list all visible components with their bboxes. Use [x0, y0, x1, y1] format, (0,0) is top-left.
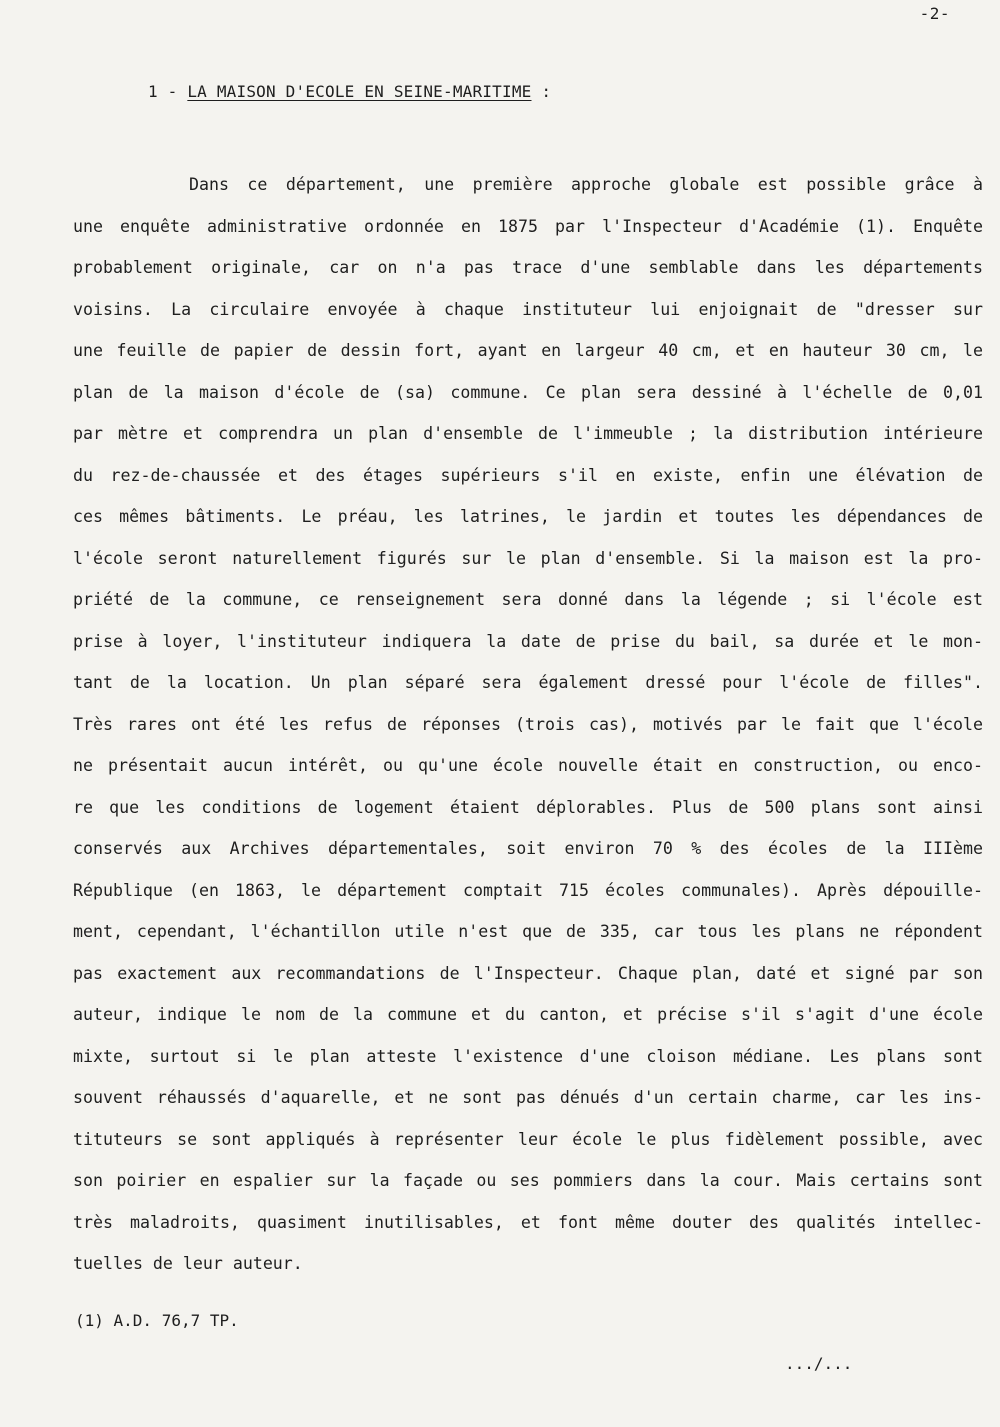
text-line: conservés aux Archives départementales, soit environ 70 % des écoles de la IIIème: [73, 839, 983, 858]
text-line: son poirier en espalier sur la façade ou ses pommiers dans la cour. Mais certains sont: [73, 1171, 983, 1190]
text-line: priété de la commune, ce renseignement sera donné dans la légende ; si l'école est: [73, 590, 983, 609]
section-number: 1 -: [148, 82, 188, 101]
text-line: ne présentait aucun intérêt, ou qu'une école nouvelle était en construction, ou enco-: [73, 756, 983, 775]
footnote: (1) A.D. 76,7 TP.: [75, 1311, 239, 1330]
text-line: probablement originale, car on n'a pas trace d'une semblable dans les départements: [73, 258, 983, 277]
text-line: très maladroits, quasiment inutilisables, et font même douter des qualités intellec-: [73, 1212, 983, 1232]
text-line: l'école seront naturellement figurés sur le plan d'ensemble. Si la maison est la pro-: [73, 548, 983, 568]
section-heading: [148, 82, 551, 101]
text-line: une feuille de papier de dessin fort, ayant en largeur 40 cm, et en hauteur 30 cm, le: [73, 341, 983, 360]
continuation-mark: .../...: [785, 1354, 853, 1373]
text-line: auteur, indique le nom de la commune et du canton, et précise s'il s'agit d'une école: [73, 1005, 983, 1024]
text-line: mixte, surtout si le plan atteste l'existence d'une cloison médiane. Les plans sont: [73, 1046, 983, 1066]
text-line: tant de la location. Un plan séparé sera également dressé pour l'école de filles".: [73, 673, 983, 692]
text-line: du rez-de-chaussée et des étages supérieurs s'il en existe, enfin une élévation de: [73, 465, 983, 485]
text-line: souvent réhaussés d'aquarelle, et ne sont pas dénués d'un certain charme, car les ins-: [73, 1088, 983, 1107]
text-line: re que les conditions de logement étaient déplorables. Plus de 500 plans sont ainsi: [73, 797, 983, 817]
section-title-suffix: :: [531, 82, 552, 101]
text-line: une enquête administrative ordonnée en 1875 par l'Inspecteur d'Académie (1). Enquête: [73, 216, 983, 236]
text-line: République (en 1863, le département comptait 715 écoles communales). Après dépouille-: [73, 880, 983, 900]
text-line: pas exactement aux recommandations de l'Inspecteur. Chaque plan, daté et signé par son: [73, 963, 983, 983]
text-line: tuelles de leur auteur.: [73, 1254, 303, 1273]
text-line: ment, cependant, l'échantillon utile n'est que de 335, car tous les plans ne répondent: [73, 922, 983, 941]
text-line: tituteurs se sont appliqués à représenter leur école le plus fidèlement possible, avec: [73, 1129, 983, 1149]
text-line: Très rares ont été les refus de réponses (trois cas), motivés par le fait que l'école: [73, 714, 983, 734]
text-line: prise à loyer, l'instituteur indiquera la date de prise du bail, sa durée et le mon-: [73, 631, 983, 651]
text-line: ces mêmes bâtiments. Le préau, les latrines, le jardin et toutes les dépendances de: [73, 507, 983, 526]
section-title: LA MAISON D'ECOLE EN SEINE-MARITIME: [187, 82, 532, 101]
text-line: par mètre et comprendra un plan d'ensemble de l'immeuble ; la distribution intérieure: [73, 424, 983, 443]
page-number: -2-: [919, 4, 950, 23]
text-line: plan de la maison d'école de (sa) commune. Ce plan sera dessiné à l'échelle de 0,01: [73, 382, 983, 402]
text-line: voisins. La circulaire envoyée à chaque instituteur lui enjoignait de "dresser sur: [73, 299, 983, 319]
body-paragraph: [73, 164, 983, 1285]
text-line: Dans ce département, une première approche globale est possible grâce à: [189, 175, 983, 194]
